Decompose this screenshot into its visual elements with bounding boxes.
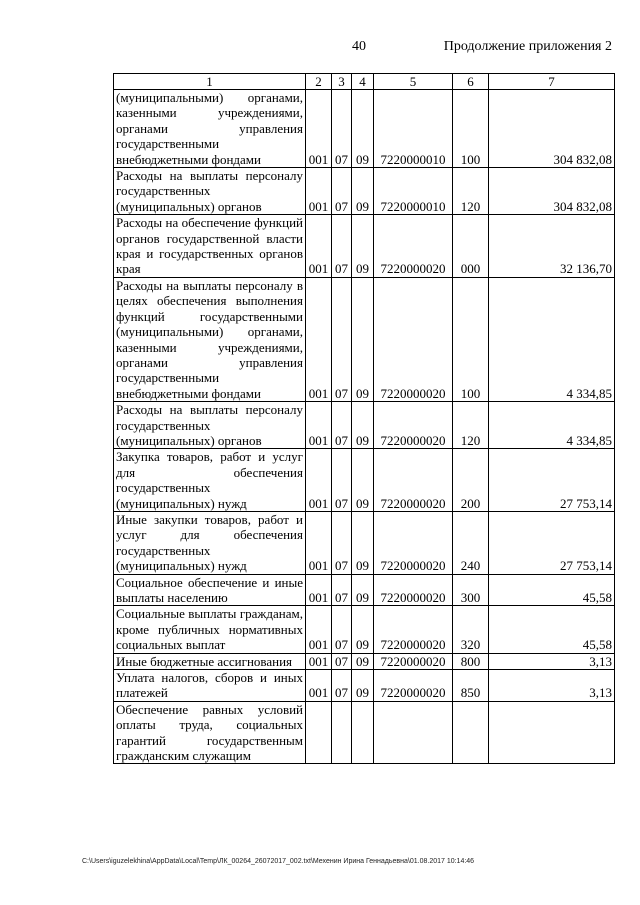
- row-name-text: Расходы на обеспечение функций органов государственной власти края и государственных органов края: [116, 215, 303, 277]
- table-body: [114, 90, 615, 764]
- table-row: [114, 402, 615, 449]
- row-name-text: Расходы на выплаты персоналу государственных (муниципальных) органов: [116, 168, 303, 214]
- amount-cell: 304 832,08: [489, 90, 615, 168]
- table-row: [114, 606, 615, 653]
- row-name-text: Уплата налогов, сборов и иных платежей: [116, 670, 303, 701]
- table-row: [114, 670, 615, 702]
- table-row: [114, 449, 615, 512]
- target-article-code-cell: 7220000020: [374, 402, 453, 449]
- admin-code-cell: 001: [306, 511, 332, 574]
- subsection-code-cell: [352, 701, 374, 764]
- row-name-cell: [114, 574, 306, 606]
- expense-type-code-cell: 100: [453, 90, 489, 168]
- table-row: [114, 215, 615, 278]
- row-name-cell: [114, 402, 306, 449]
- section-code-cell: 07: [332, 574, 352, 606]
- target-article-code-cell: 7220000020: [374, 606, 453, 653]
- amount-cell: [489, 701, 615, 764]
- admin-code-cell: 001: [306, 277, 332, 401]
- target-article-code-cell: [374, 701, 453, 764]
- row-name-text: Социальное обеспечение и иные выплаты населению: [116, 574, 303, 605]
- subsection-code-cell: 09: [352, 277, 374, 401]
- target-article-code-cell: 7220000020: [374, 511, 453, 574]
- admin-code-cell: 001: [306, 670, 332, 702]
- table-row: [114, 701, 615, 764]
- row-name-text: Закупка товаров, работ и услуг для обеспечения государственных (муниципальных) нужд: [116, 449, 303, 511]
- subsection-code-cell: 09: [352, 511, 374, 574]
- row-name-cell: [114, 606, 306, 653]
- expense-type-code-cell: 850: [453, 670, 489, 702]
- subsection-code-cell: 09: [352, 215, 374, 278]
- section-code-cell: 07: [332, 606, 352, 653]
- subsection-code-cell: 09: [352, 606, 374, 653]
- admin-code-cell: 001: [306, 168, 332, 215]
- row-name-cell: [114, 277, 306, 401]
- admin-code-cell: 001: [306, 606, 332, 653]
- row-name-text: Обеспечение равных условий оплаты труда, социальных гарантий государственным гражданским служащим: [116, 701, 303, 764]
- row-name-text: Расходы на выплаты персоналу в целях обеспечения выполнения функций государственными (муниципальными) органами, казенными учреждениями, органами управления государственными внебюджетными фондами: [116, 277, 303, 401]
- row-name-cell: [114, 511, 306, 574]
- page-number: 40: [352, 39, 366, 54]
- column-header: 3: [332, 74, 352, 90]
- target-article-code-cell: 7220000020: [374, 215, 453, 278]
- row-name-text: Иные бюджетные ассигнования: [116, 653, 293, 669]
- section-code-cell: 07: [332, 277, 352, 401]
- amount-cell: 27 753,14: [489, 511, 615, 574]
- row-name-cell: [114, 168, 306, 215]
- subsection-code-cell: 09: [352, 449, 374, 512]
- expense-type-code-cell: 120: [453, 168, 489, 215]
- row-name-text: (муниципальными) органами, казенными учреждениями, органами управления государственными внебюджетными фондами: [116, 90, 303, 167]
- expense-type-code-cell: 000: [453, 215, 489, 278]
- admin-code-cell: 001: [306, 574, 332, 606]
- subsection-code-cell: 09: [352, 402, 374, 449]
- row-name-cell: [114, 215, 306, 278]
- column-header: 7: [489, 74, 615, 90]
- column-header: 2: [306, 74, 332, 90]
- amount-cell: 4 334,85: [489, 277, 615, 401]
- expense-type-code-cell: [453, 701, 489, 764]
- table-row: [114, 574, 615, 606]
- row-name-cell: [114, 449, 306, 512]
- target-article-code-cell: 7220000020: [374, 653, 453, 669]
- table-row: [114, 168, 615, 215]
- table-header-row: [114, 74, 615, 90]
- section-code-cell: [332, 701, 352, 764]
- amount-cell: 3,13: [489, 653, 615, 669]
- subsection-code-cell: 09: [352, 90, 374, 168]
- row-name-text: Социальные выплаты гражданам, кроме публичных нормативных социальных выплат: [116, 606, 303, 653]
- appendix-continuation-label: Продолжение приложения 2: [443, 39, 612, 54]
- target-article-code-cell: 7220000020: [374, 670, 453, 702]
- file-path-footer: C:\Users\iguzelekhina\AppData\Local\Temp\ЛК_00264_26072017_002.txt\Мехенин Ирина Геннадьевна\01.08.2017 10:14:46: [82, 858, 475, 865]
- target-article-code-cell: 7220000020: [374, 277, 453, 401]
- admin-code-cell: 001: [306, 90, 332, 168]
- column-header: 4: [352, 74, 374, 90]
- section-code-cell: 07: [332, 402, 352, 449]
- table-row: [114, 653, 615, 669]
- amount-cell: 32 136,70: [489, 215, 615, 278]
- subsection-code-cell: 09: [352, 653, 374, 669]
- column-header: 5: [374, 74, 453, 90]
- expense-type-code-cell: 800: [453, 653, 489, 669]
- table-row: [114, 511, 615, 574]
- admin-code-cell: 001: [306, 653, 332, 669]
- row-name-cell: [114, 653, 306, 669]
- section-code-cell: 07: [332, 511, 352, 574]
- table-row: [114, 277, 615, 401]
- expense-type-code-cell: 320: [453, 606, 489, 653]
- amount-cell: 3,13: [489, 670, 615, 702]
- table-row: [114, 90, 615, 168]
- column-header: 1: [114, 74, 306, 90]
- expense-type-code-cell: 100: [453, 277, 489, 401]
- amount-cell: 27 753,14: [489, 449, 615, 512]
- amount-cell: 45,58: [489, 606, 615, 653]
- budget-table: [113, 73, 615, 764]
- admin-code-cell: 001: [306, 449, 332, 512]
- target-article-code-cell: 7220000020: [374, 574, 453, 606]
- section-code-cell: 07: [332, 670, 352, 702]
- row-name-text: Расходы на выплаты персоналу государственных (муниципальных) органов: [116, 402, 303, 448]
- subsection-code-cell: 09: [352, 670, 374, 702]
- row-name-cell: [114, 90, 306, 168]
- section-code-cell: 07: [332, 168, 352, 215]
- section-code-cell: 07: [332, 90, 352, 168]
- target-article-code-cell: 7220000010: [374, 90, 453, 168]
- subsection-code-cell: 09: [352, 168, 374, 215]
- expense-type-code-cell: 300: [453, 574, 489, 606]
- amount-cell: 45,58: [489, 574, 615, 606]
- section-code-cell: 07: [332, 215, 352, 278]
- amount-cell: 304 832,08: [489, 168, 615, 215]
- admin-code-cell: 001: [306, 215, 332, 278]
- row-name-cell: [114, 701, 306, 764]
- target-article-code-cell: 7220000020: [374, 449, 453, 512]
- row-name-text: Иные закупки товаров, работ и услуг для обеспечения государственных (муниципальных) нужд: [116, 511, 303, 574]
- target-article-code-cell: 7220000010: [374, 168, 453, 215]
- column-header: 6: [453, 74, 489, 90]
- admin-code-cell: [306, 701, 332, 764]
- expense-type-code-cell: 200: [453, 449, 489, 512]
- subsection-code-cell: 09: [352, 574, 374, 606]
- admin-code-cell: 001: [306, 402, 332, 449]
- amount-cell: 4 334,85: [489, 402, 615, 449]
- section-code-cell: 07: [332, 653, 352, 669]
- row-name-cell: [114, 670, 306, 702]
- expense-type-code-cell: 240: [453, 511, 489, 574]
- expense-type-code-cell: 120: [453, 402, 489, 449]
- section-code-cell: 07: [332, 449, 352, 512]
